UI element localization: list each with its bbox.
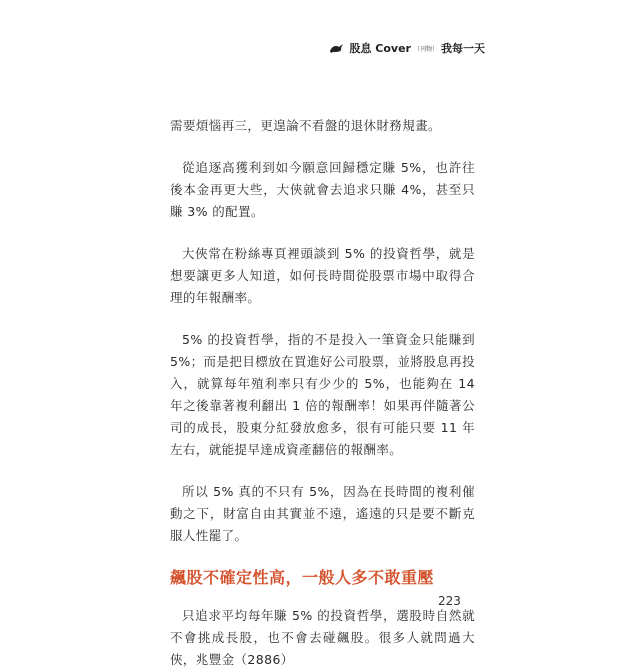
page-body [170,115,475,671]
section-paragraph: 只追求平均每年賺 5% 的投資哲學，選股時自然就不會挑成長股，也不會去碰飆股。很多人就問過大俠，兆豐金（2886） [170,608,475,667]
bird-icon [329,42,345,54]
paragraph-5: 所以 5% 真的不只有 5%，因為在長時間的複利催動之下，財富自由其實並不遠，遙遠的只是要不斷克服人性罷了。 [170,484,475,543]
header-title: 我每一天 [441,42,485,55]
paragraph-1: 需要煩惱再三，更遑論不看盤的退休財務規畫。 [170,118,441,133]
paragraph-3: 大俠常在粉絲專頁裡頭談到 5% 的投資哲學，就是想要讓更多人知道，如何長時間從股票市場中取得合理的年報酬率。 [170,246,475,305]
paragraph-4: 5% 的投資哲學，指的不是投入一筆資金只能賺到 5%；而是把目標放在買進好公司股票，並將股息再投入，就算每年殖利率只有少少的 5%，也能夠在 14 年之後靠著複利翻出 1 倍的報酬率！如果再伴隨著公司的成長，股東分紅發放愈多，很有可能只要 11 年左右，就能提早達成資產翻倍的報酬率。 [170,332,475,457]
header-tag: （刊物） [413,45,438,53]
running-header [329,40,485,56]
page-number: 223 [438,594,461,608]
header-brand: 股息 Cover [349,42,411,55]
paragraph-2: 從追逐高獲利到如今願意回歸穩定賺 5%，也許往後本金再更大些，大俠就會去追求只賺 4%，甚至只賺 3% 的配置。 [170,160,475,219]
section-heading: 飆股不確定性高，一般人多不敢重壓 [170,568,435,587]
